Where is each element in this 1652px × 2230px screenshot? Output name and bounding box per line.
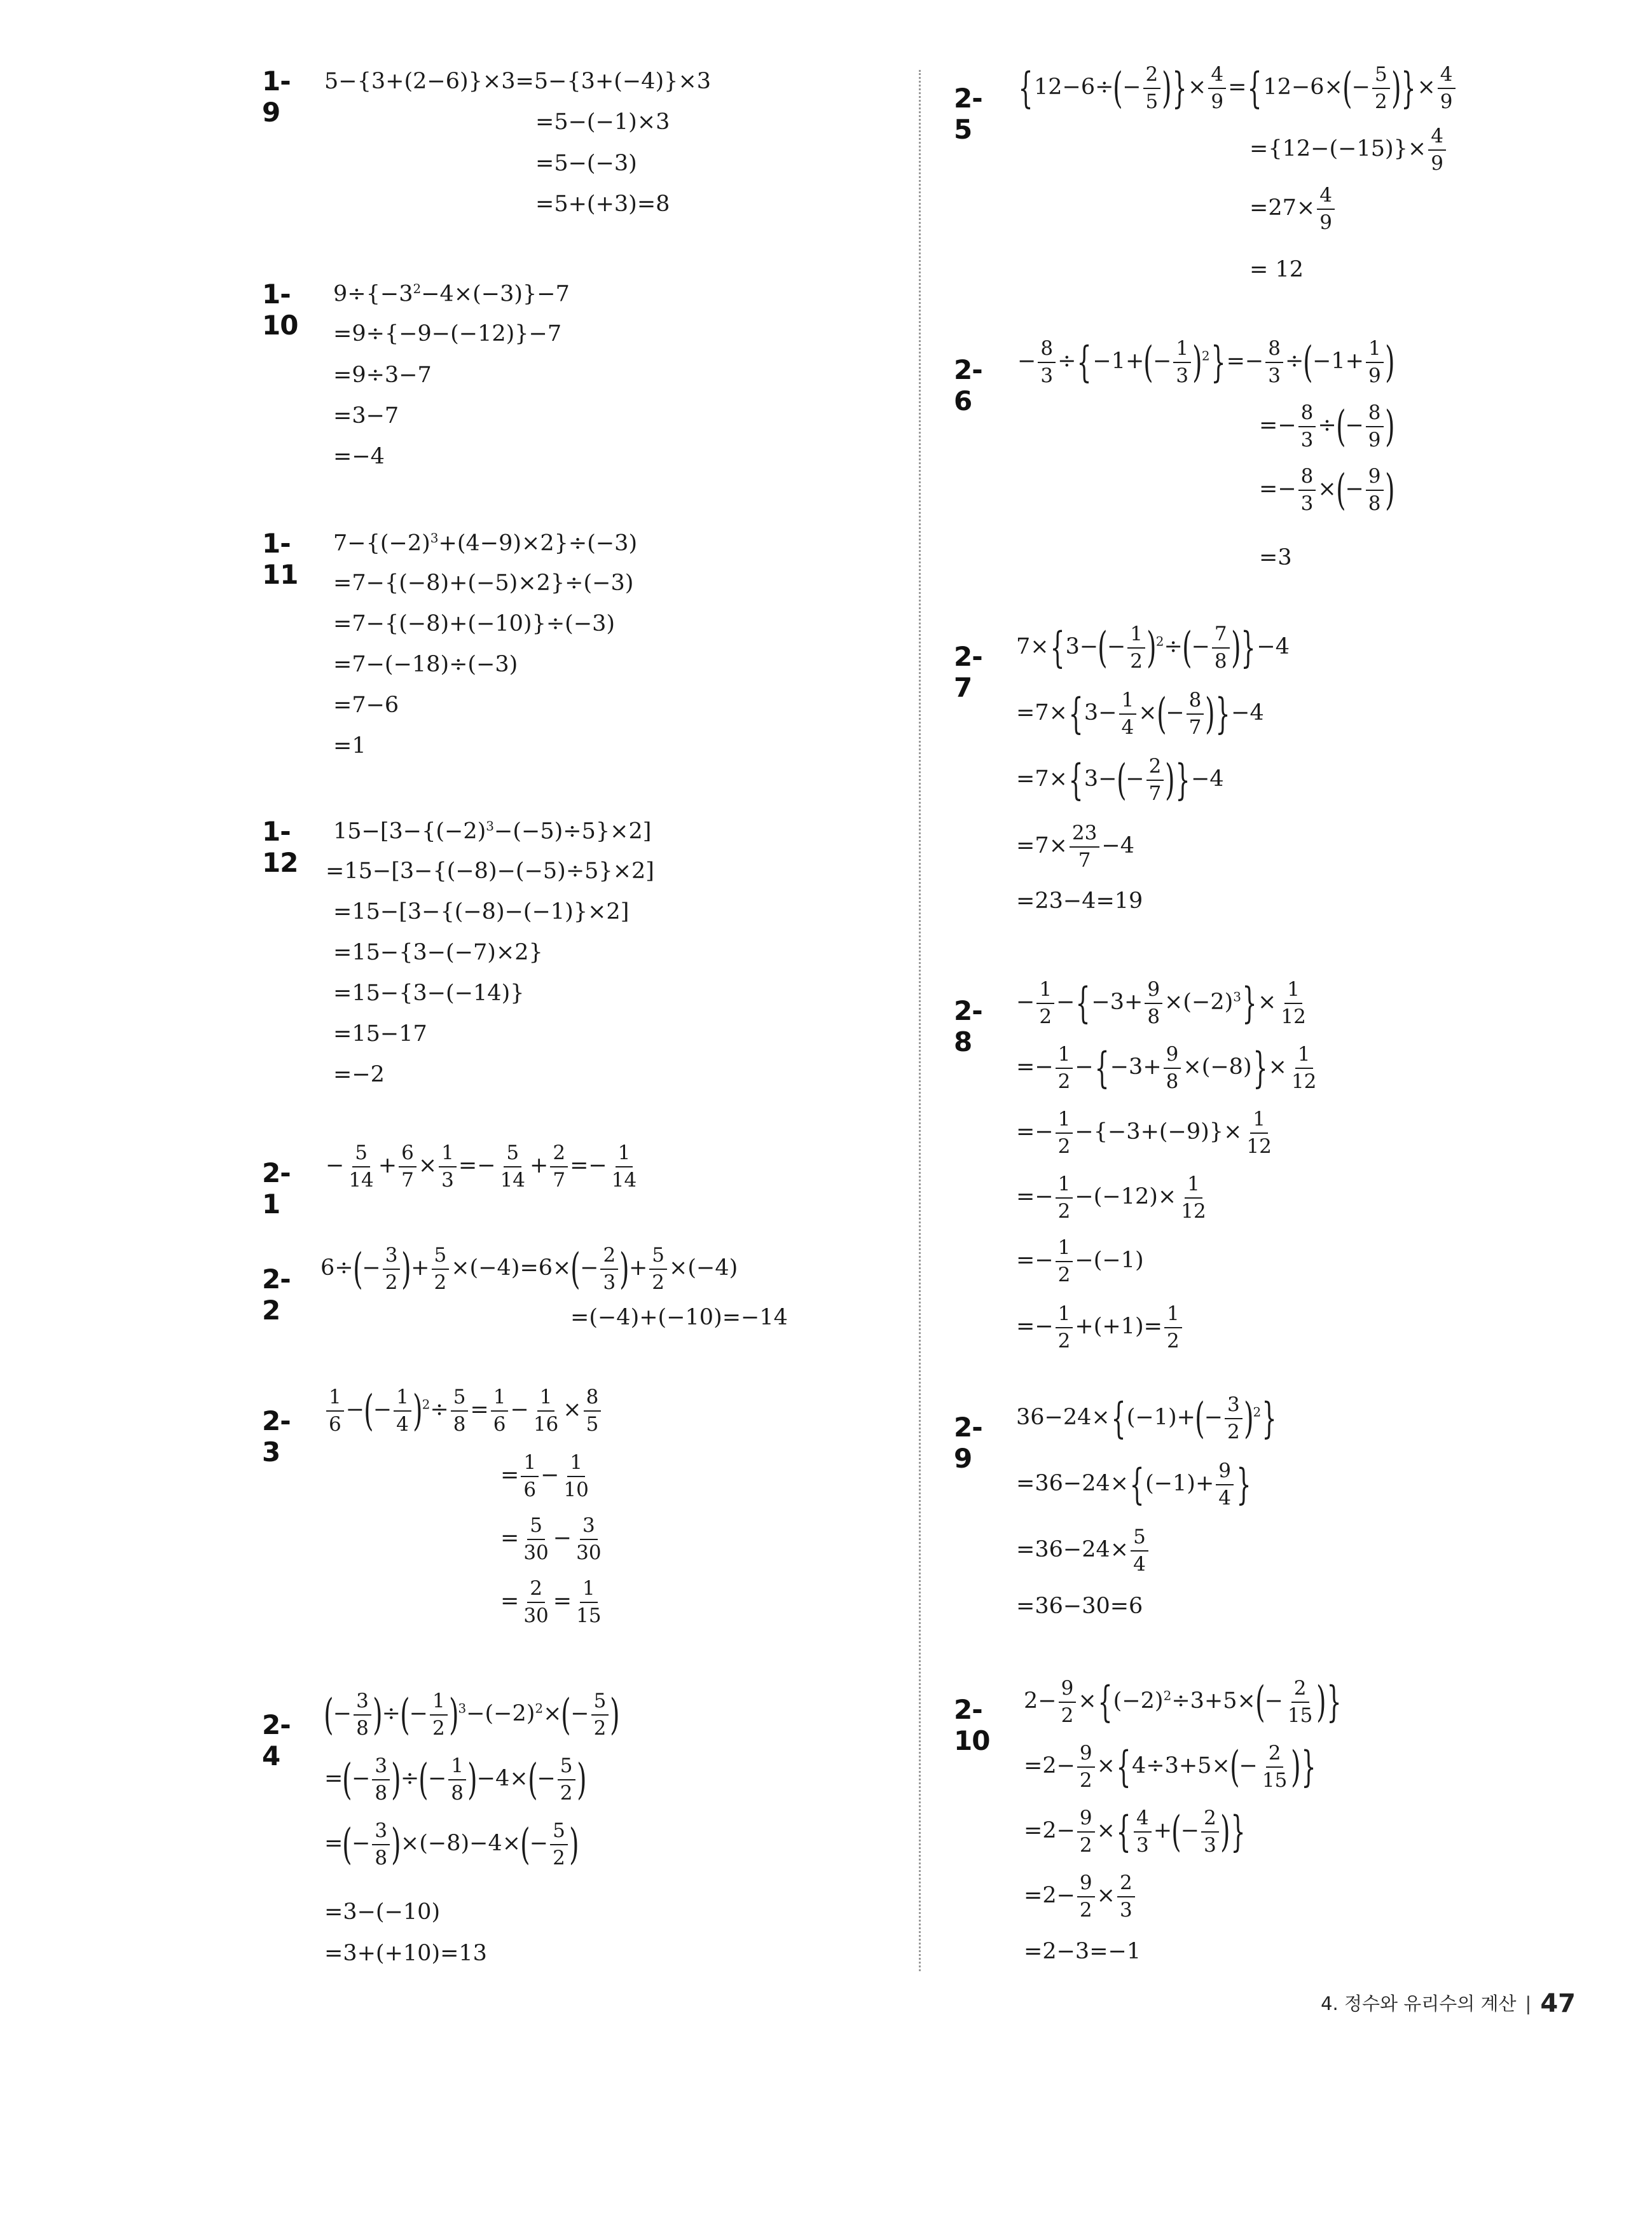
step-line: $\frac{1}{6}$ −(− $\frac{1}{4}$ )$^2$÷ $\frac{5}{8}$ = $\frac{1}{6}$ − $\frac{1}{16}$ × $\frac{8}{5}$ bbox=[324, 1386, 603, 1435]
step-line: =− $\frac{1}{2}$ +(+1)= $\frac{1}{2}$ bbox=[1016, 1303, 1184, 1352]
problem-number: 2-2 bbox=[262, 1263, 291, 1326]
step-line: =15−{3−(−14)} bbox=[333, 981, 525, 1006]
step-line: =7−{(−8)+(−10)}÷(−3) bbox=[333, 611, 616, 637]
step-line: =2−3=−1 bbox=[1024, 1939, 1141, 1964]
step-line: =(− $\frac{3}{8}$ )÷(− $\frac{1}{8}$ )−4×(− $\frac{5}{2}$ ) bbox=[324, 1754, 587, 1805]
problem-number: 1-9 bbox=[262, 65, 291, 128]
problem-number: 2-5 bbox=[954, 83, 982, 145]
step-line: (− $\frac{3}{8}$ )÷(− $\frac{1}{2}$ )$^3-(-2)^2\times(-$ $\frac{5}{2}$ ) bbox=[324, 1690, 620, 1740]
step-line: =1 bbox=[333, 733, 366, 759]
step-line: =3−7 bbox=[333, 403, 399, 429]
step-line: 36−24×{(−1)+(− $\frac{3}{2}$ )$^2$} bbox=[1016, 1393, 1277, 1443]
step-line: =− $\frac{1}{2}$ −{−3+ $\frac{9}{8}$ ×(−8)}× $\frac{1}{12}$ bbox=[1016, 1043, 1317, 1093]
step-line: =36−30=6 bbox=[1016, 1593, 1143, 1619]
step-line: =5−(−3) bbox=[535, 151, 637, 176]
problem-number: 1-12 bbox=[262, 816, 298, 878]
step-line: =5+(+3)=8 bbox=[535, 191, 670, 217]
step-line: =2− $\frac{9}{2}$ ×{ $\frac{4}{3}$ +(− $\frac{2}{3}$ )} bbox=[1024, 1807, 1246, 1857]
step-line: =−4 bbox=[333, 444, 385, 469]
problem-number: 2-10 bbox=[954, 1694, 990, 1756]
problem-number: 1-10 bbox=[262, 279, 298, 341]
step-line: =7−6 bbox=[333, 692, 399, 718]
step-line: =5−(−1)×3 bbox=[535, 109, 670, 135]
step-line: − $\frac{1}{2}$ −{−3+ $\frac{9}{8}$ $\times(-2)^3\}\times$ $\frac{1}{12}$ bbox=[1016, 978, 1306, 1028]
problem-number: 2-8 bbox=[954, 995, 982, 1057]
step-line: =36−24×{(−1)+ $\frac{9}{4}$ } bbox=[1016, 1459, 1251, 1510]
step-line: =(−4)+(−10)=−14 bbox=[570, 1305, 788, 1330]
step-line: =− $\frac{8}{3}$ ×(− $\frac{9}{8}$ ) bbox=[1259, 465, 1395, 515]
step-line: $9\div\{-3^2-4\times(-3)\}-7$ bbox=[333, 281, 570, 307]
step-line: − $\frac{8}{3}$ ÷{−1+(− $\frac{1}{3}$ )$^2$}=− $\frac{8}{3}$ ÷(−1+ $\frac{1}{9}$ ) bbox=[1017, 337, 1395, 387]
step-line: = $\frac{1}{6}$ − $\frac{1}{10}$ bbox=[500, 1451, 589, 1501]
step-line: =3 bbox=[1259, 545, 1292, 570]
problem-number: 2-6 bbox=[954, 354, 982, 416]
step-line: =− $\frac{1}{2}$ −(−12)× $\frac{1}{12}$ bbox=[1016, 1173, 1206, 1223]
problem-number: 1-11 bbox=[262, 528, 298, 590]
step-line: =2− $\frac{9}{2}$ × $\frac{2}{3}$ bbox=[1024, 1872, 1137, 1921]
step-line: =7× $\frac{23}{7}$ −4 bbox=[1016, 822, 1134, 872]
step-line: =3+(+10)=13 bbox=[324, 1941, 487, 1966]
problem-number: 2-4 bbox=[262, 1709, 291, 1772]
step-line: =9÷{−9−(−12)}−7 bbox=[333, 321, 562, 347]
step-line: $7-\{(-2)^3+(4-9)\times 2\}\div(-3)$ bbox=[333, 530, 638, 556]
step-line: =(− $\frac{3}{8}$ )×(−8)−4×(− $\frac{5}{2}$ ) bbox=[324, 1819, 579, 1869]
step-line: {12−6÷(− $\frac{2}{5}$ )}× $\frac{4}{9}$ ={12−6×(− $\frac{5}{2}$ )}× $\frac{4}{9}$ bbox=[1017, 64, 1457, 113]
step-line: − $\frac{5}{14}$ + $\frac{6}{7}$ × $\frac{1}{3}$ =− $\frac{5}{14}$ + $\frac{2}{7}$ =− $\frac{1}{14}$ bbox=[326, 1141, 637, 1192]
step-line: = $\frac{2}{30}$ = $\frac{1}{15}$ bbox=[500, 1577, 602, 1627]
step-line: =7−{(−8)+(−5)×2}÷(−3) bbox=[333, 570, 634, 596]
problem-number: 2-9 bbox=[954, 1412, 982, 1474]
step-line: 5−{3+(2−6)}×3=5−{3+(−4)}×3 bbox=[324, 69, 712, 94]
step-line: =− $\frac{1}{2}$ −(−1) bbox=[1016, 1236, 1144, 1286]
chapter-title: 4. 정수와 유리수의 계산 bbox=[1321, 1993, 1517, 2014]
step-line: =−2 bbox=[333, 1062, 385, 1087]
step-line: =2− $\frac{9}{2}$ ×{4÷3+5×(− $\frac{2}{15}$ )} bbox=[1024, 1742, 1316, 1792]
step-line: =36−24× $\frac{5}{4}$ bbox=[1016, 1526, 1150, 1575]
step-line: 2− $\frac{9}{2}$ $\times\{(-2)^2\div 3+5\times(-$ $\frac{2}{15}$ )} bbox=[1024, 1677, 1342, 1727]
step-line: $15-[3-\{(-2)^3-(-5)\div 5\}\times 2]$ bbox=[333, 818, 652, 844]
step-line: =7×{3− $\frac{1}{4}$ ×(− $\frac{8}{7}$ )}−4 bbox=[1016, 689, 1264, 739]
problem-number: 2-1 bbox=[262, 1157, 291, 1220]
step-line: ={12−(−15)}× $\frac{4}{9}$ bbox=[1249, 125, 1448, 174]
step-line: =− $\frac{1}{2}$ −{−3+(−9)}× $\frac{1}{12}$ bbox=[1016, 1108, 1272, 1158]
step-line: =15−[3−{(−8)−(−1)}×2] bbox=[333, 899, 630, 925]
problem-number: 2-7 bbox=[954, 641, 982, 703]
step-line: =7−(−18)÷(−3) bbox=[333, 652, 518, 677]
step-line: = 12 bbox=[1249, 257, 1304, 282]
step-line: 7×{3−(− $\frac{1}{2}$ )$^2$÷(− $\frac{7}{8}$ )}−4 bbox=[1016, 623, 1290, 673]
step-line: =15−{3−(−7)×2} bbox=[333, 940, 543, 965]
step-line: =15−[3−{(−8)−(−5)÷5}×2] bbox=[326, 858, 654, 884]
step-line: 6÷(− $\frac{3}{2}$ )+ $\frac{5}{2}$ ×(−4)=6×(− $\frac{2}{3}$ )+ $\frac{5}{2}$ ×(−4) bbox=[320, 1244, 738, 1294]
page-number: 47 bbox=[1540, 1989, 1576, 2018]
step-line: = $\frac{5}{30}$ − $\frac{3}{30}$ bbox=[500, 1514, 602, 1564]
step-line: =23−4=19 bbox=[1016, 888, 1143, 914]
column-divider bbox=[919, 70, 921, 1971]
problem-number: 2-3 bbox=[262, 1405, 291, 1468]
step-line: =27× $\frac{4}{9}$ bbox=[1249, 184, 1337, 233]
step-line: =3−(−10) bbox=[324, 1899, 441, 1925]
step-line: =9÷3−7 bbox=[333, 362, 432, 388]
step-line: =− $\frac{8}{3}$ ÷(− $\frac{8}{9}$ ) bbox=[1259, 401, 1395, 451]
step-line: =7×{3−(− $\frac{2}{7}$ )}−4 bbox=[1016, 755, 1224, 805]
page-footer: 4. 정수와 유리수의 계산 | 47 bbox=[1321, 1989, 1576, 2018]
step-line: =15−17 bbox=[333, 1021, 427, 1047]
